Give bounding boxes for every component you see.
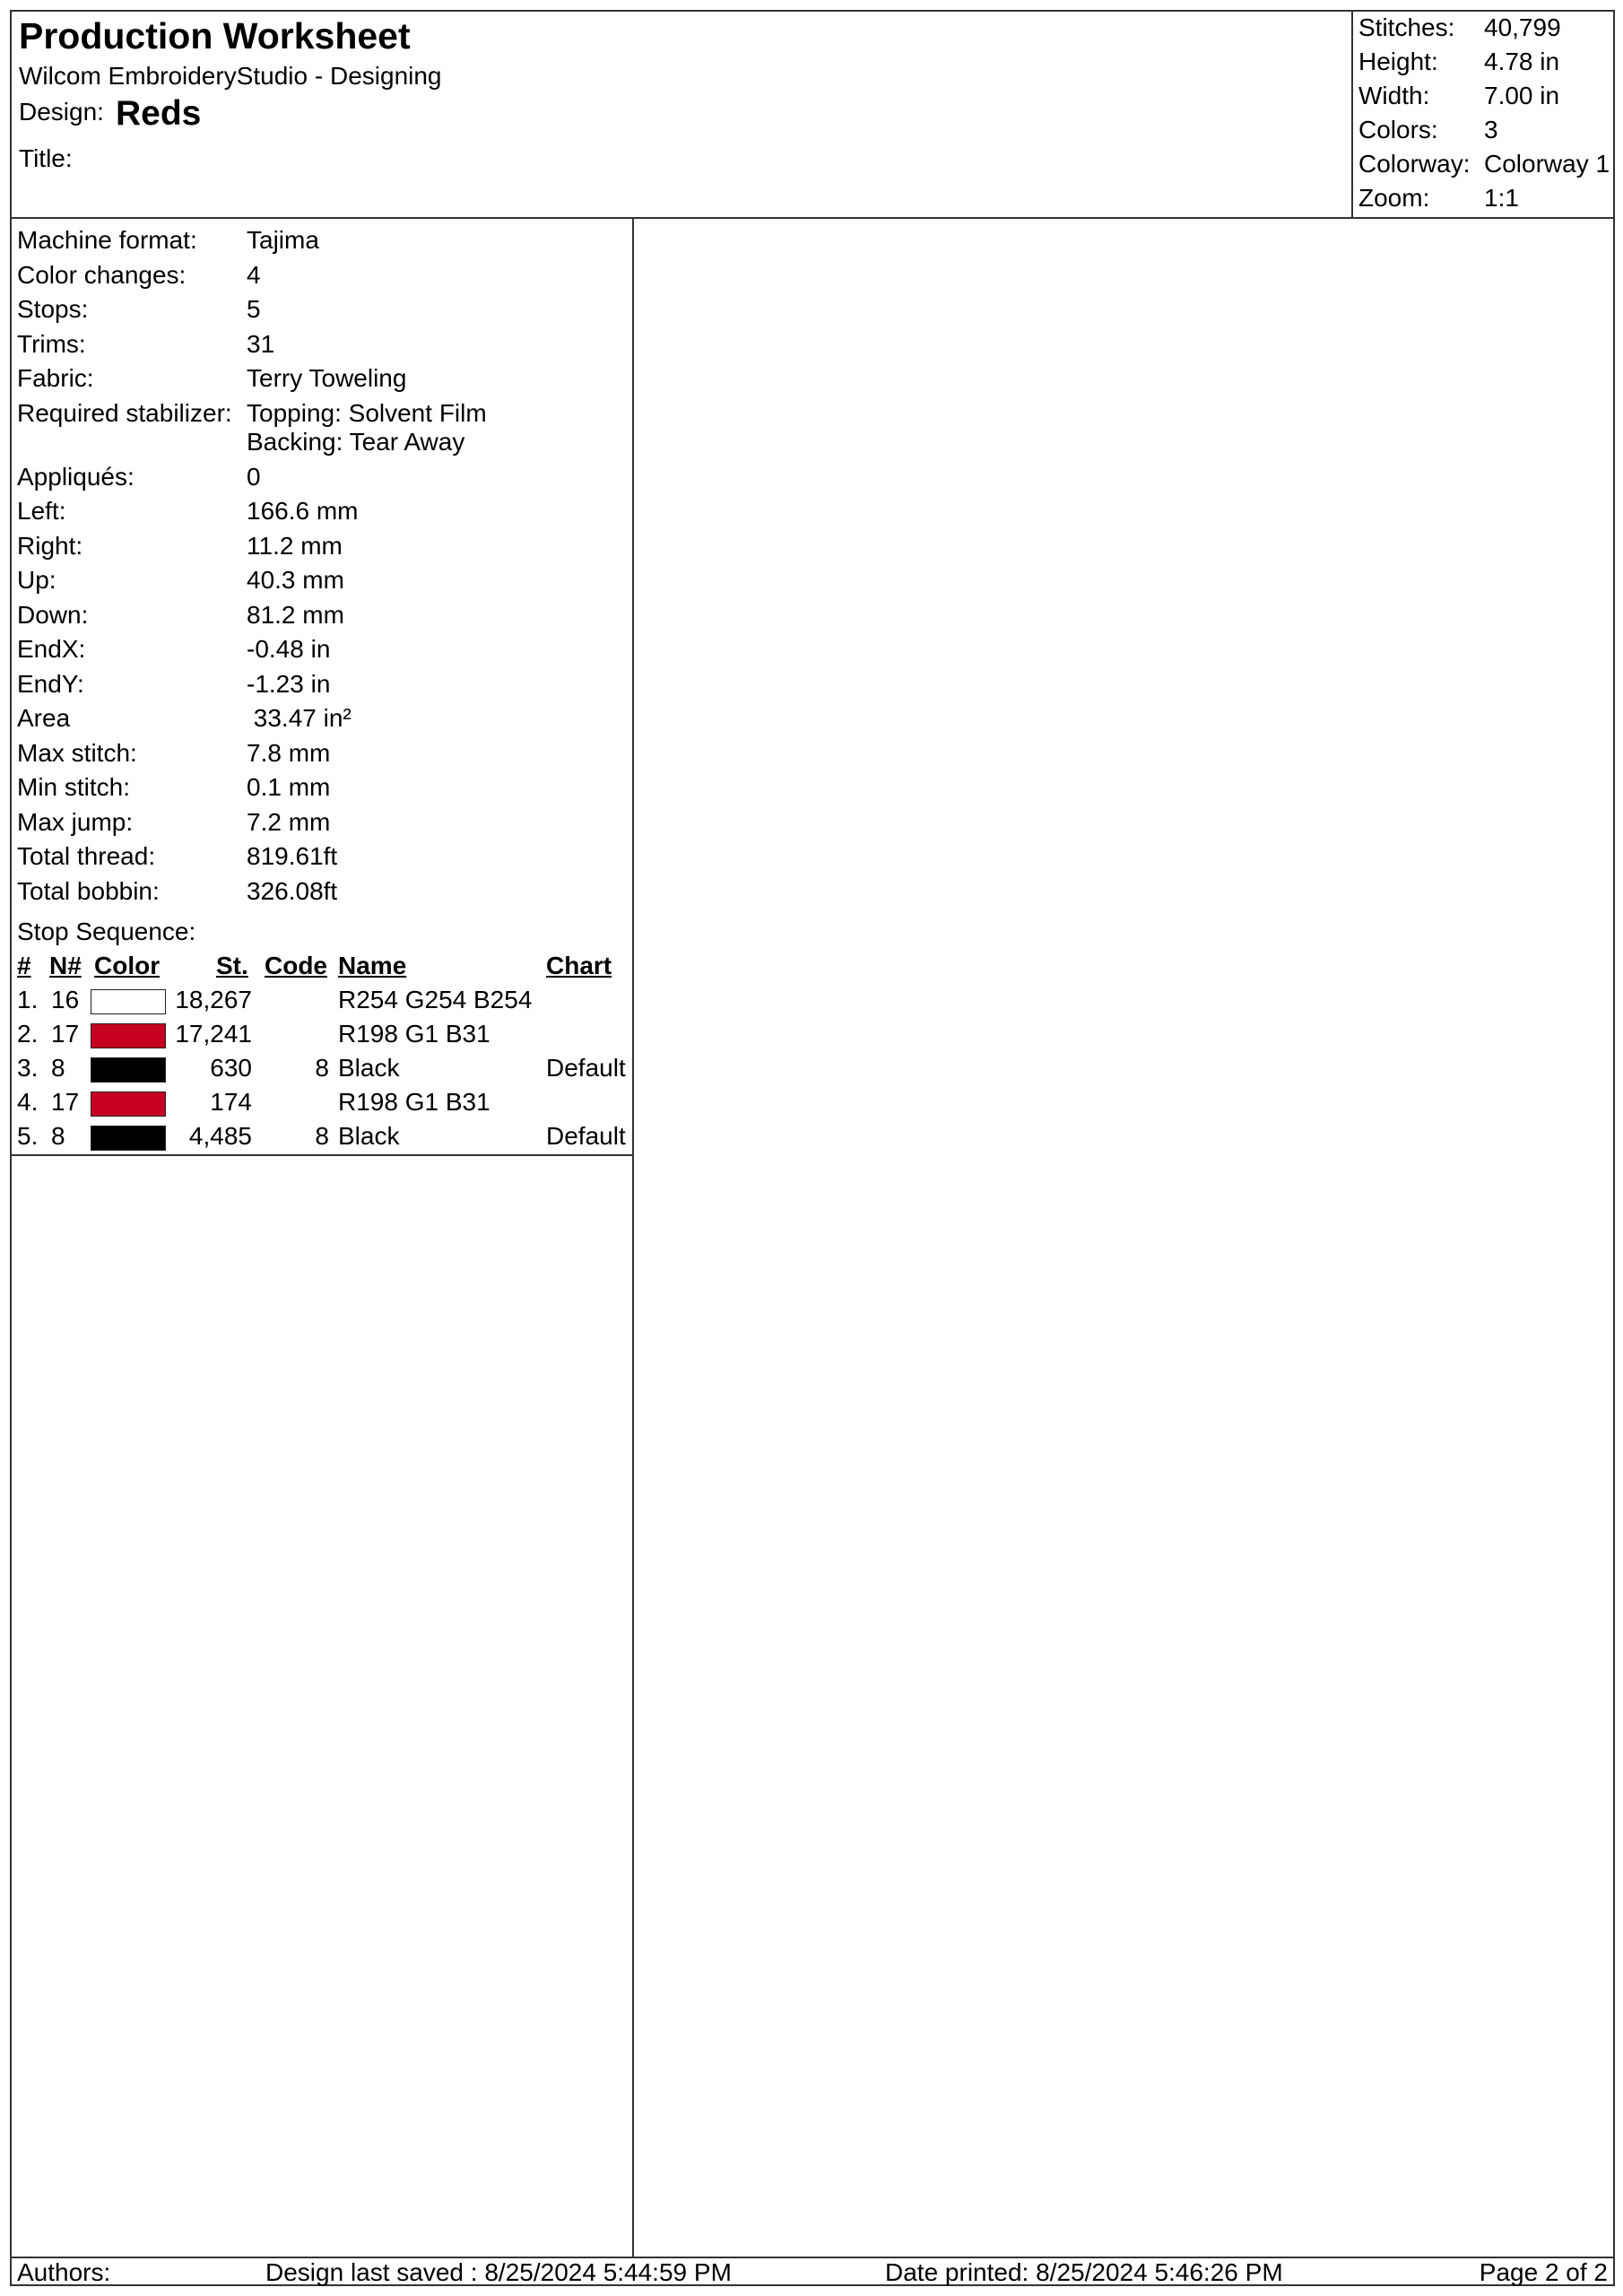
footer-last-saved: Design last saved : 8/25/2024 5:44:59 PM	[265, 2258, 732, 2286]
col-header-stitches: St.	[216, 952, 248, 979]
color-swatch	[91, 1091, 166, 1117]
color-swatch	[91, 989, 166, 1014]
col-header-name: Name	[338, 952, 407, 979]
col-header-code: Code	[265, 952, 327, 979]
stop-sequence	[12, 914, 632, 1156]
table-row: 4. 17 174 R198 G1 B31	[17, 1088, 490, 1116]
color-swatch	[91, 1126, 166, 1151]
design-info: Machine format: Tajima Color changes: 4 Stops: 5 Trims: 31 Fabric: Terry Toweling Required stabilizer: Topping: Solvent Film Backing: Tear Away Appliqués: 0 Left: 166.6 mm Right: 11.2 mm Up: 40.3 mm Down: 81.2 mm EndX: -0.48 in EndY: -1.23 in Area 33.47 in² Max stitch: 7.8 mm Min stitch: 0.1 mm Max jump: 7.2 mm Total thread: 819.61ft Total bobbin: 326.08ft	[12, 219, 632, 1156]
table-row: 1. 16 18,267 R254 G254 B254	[17, 986, 533, 1013]
table-row: 3. 8 630 8 Black Default	[17, 1054, 626, 1082]
table-row: 5. 8 4,485 8 Black Default	[17, 1122, 626, 1150]
worksheet-sheet	[10, 10, 1615, 2286]
design-preview-area	[636, 219, 1613, 2257]
color-swatch	[91, 1057, 166, 1083]
page-title: Production Worksheet	[19, 15, 411, 57]
footer-authors: Authors:	[17, 2258, 111, 2286]
design-label: Design:	[19, 98, 104, 126]
col-header-needle: N#	[49, 952, 82, 979]
stop-sequence-title: Stop Sequence:	[17, 918, 196, 945]
app-name: Wilcom EmbroideryStudio - Designing	[19, 62, 442, 90]
footer-page-number: Page 2 of 2	[1479, 2258, 1608, 2286]
details-column	[12, 219, 634, 2257]
table-row: 2. 17 17,241 R198 G1 B31	[17, 1020, 490, 1048]
col-header-num: #	[17, 952, 31, 979]
summary-box: Stitches: 40,799 Height: 4.78 in Width: 7.00 in Colors: 3 Colorway: Colorway 1 Zoom: 1:1	[1351, 12, 1613, 217]
worksheet-header	[12, 12, 1613, 219]
title-label: Title:	[19, 144, 73, 172]
design-name: Reds	[116, 94, 202, 133]
header-left	[12, 12, 1351, 217]
color-swatch	[91, 1023, 166, 1048]
col-header-chart: Chart	[546, 952, 612, 979]
worksheet-footer	[12, 2257, 1613, 2286]
col-header-color: Color	[94, 952, 161, 979]
footer-date-printed: Date printed: 8/25/2024 5:46:26 PM	[885, 2258, 1283, 2286]
